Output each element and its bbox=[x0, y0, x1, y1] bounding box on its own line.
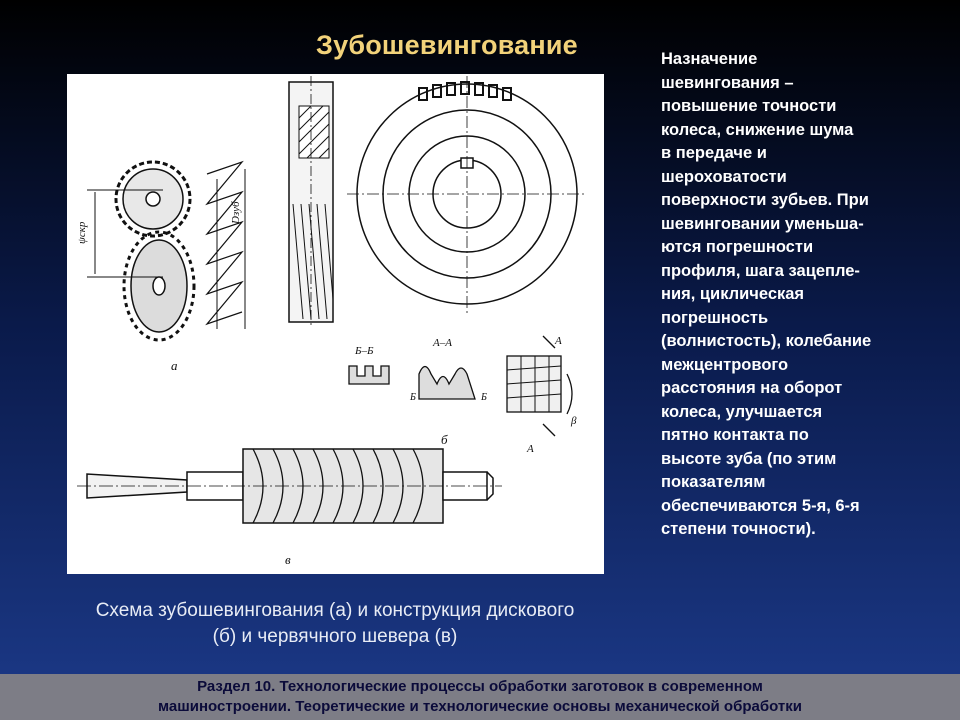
disc-shaver-side-view bbox=[289, 76, 333, 326]
gear-pair-drawing bbox=[87, 162, 245, 340]
label-a: а bbox=[171, 358, 178, 373]
tooth-sections bbox=[349, 336, 572, 436]
caption-line-2: (б) и червячного шевера (в) bbox=[212, 626, 458, 647]
footer-bar bbox=[0, 674, 960, 720]
footer-text bbox=[40, 677, 920, 717]
slide-title: Зубошевингование bbox=[316, 30, 578, 60]
footer-line-2: машиностроении. Теоретические и технологические основы механической обработки bbox=[158, 698, 802, 715]
label-a-bottom: А bbox=[527, 443, 534, 455]
label-d: Dзуб bbox=[230, 201, 242, 224]
label-v: в bbox=[285, 552, 291, 567]
label-b-right: Б bbox=[481, 392, 487, 403]
label-b: б bbox=[441, 432, 448, 447]
label-psi: ψскр bbox=[76, 221, 88, 244]
diagram-drawing bbox=[67, 74, 604, 574]
label-section-aa: А–А bbox=[433, 337, 452, 349]
disc-shaver-front-view bbox=[347, 76, 587, 314]
label-beta: β bbox=[571, 415, 577, 427]
worm-shaver-drawing bbox=[77, 449, 502, 523]
label-b-left: Б bbox=[410, 392, 416, 403]
label-section-bb: Б–Б bbox=[355, 345, 374, 357]
caption-line-1: Схема зубошевингования (а) и конструкция дискового bbox=[95, 600, 575, 621]
footer-line-1: Раздел 10. Технологические процессы обработки заготовок в современном bbox=[197, 678, 763, 695]
figure-caption bbox=[20, 598, 650, 650]
shaving-diagram bbox=[67, 74, 604, 574]
description-text: Назначение шевингования – повышение точности колеса, снижение шума в передаче и шероховатости поверхности зубьев. При шевинговании уменьша- ются погрешности профиля, шага зацепле- ния, циклическая погрешность (волнистость), колебание межцентрового расстояния на оборот колеса, улучшается пятно контакта по высоте зуба (по этим показателям обеспечиваются 5-я, 6-я степени точности). bbox=[661, 50, 872, 538]
label-a-top: А bbox=[555, 335, 562, 347]
